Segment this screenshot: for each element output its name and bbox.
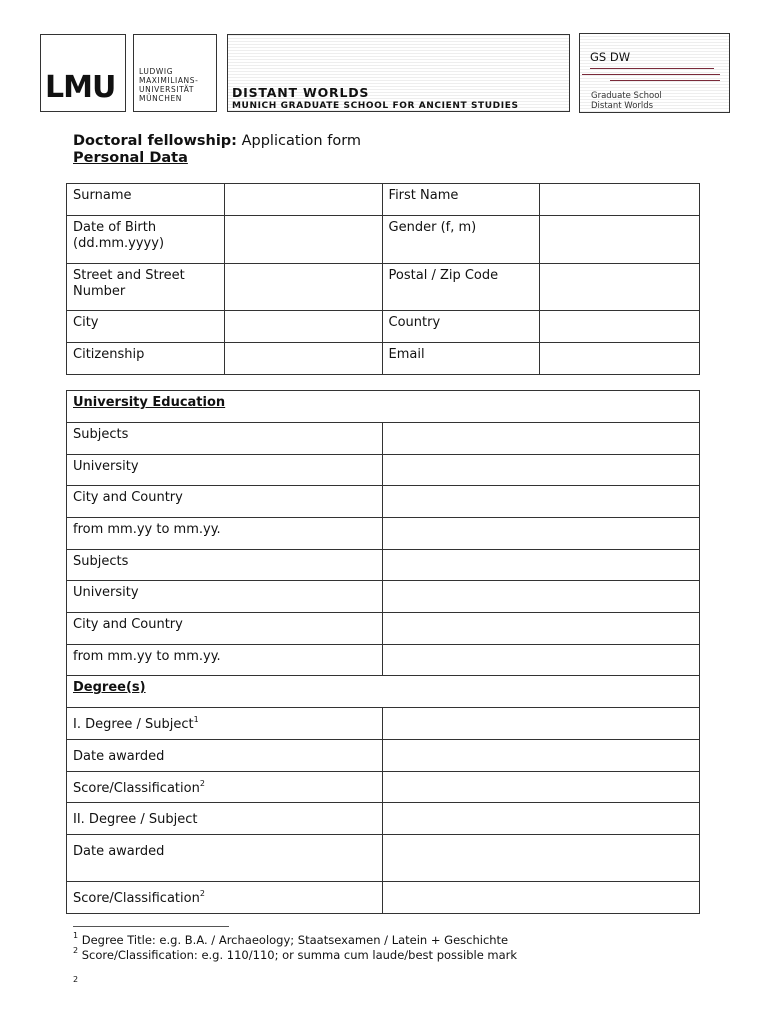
logo-line bbox=[582, 74, 720, 75]
table-row bbox=[67, 835, 700, 882]
gender-field[interactable] bbox=[540, 216, 700, 264]
postal-code-field[interactable] bbox=[540, 264, 700, 311]
country-field[interactable] bbox=[540, 311, 700, 343]
field-label: Subjects bbox=[67, 423, 383, 455]
degree-subject-field[interactable] bbox=[382, 708, 699, 740]
field-label: City and Country bbox=[67, 613, 383, 645]
table-row bbox=[67, 882, 700, 914]
field-label: I. Degree / Subject$^1$ bbox=[67, 708, 383, 740]
email-field[interactable] bbox=[540, 343, 700, 375]
field-label: Citizenship bbox=[67, 343, 225, 375]
field-label: University bbox=[67, 455, 383, 486]
field-label: Date of Birth (dd.mm.yyyy) bbox=[67, 216, 225, 264]
program-subtitle: MUNICH GRADUATE SCHOOL FOR ANCIENT STUDIES bbox=[232, 101, 519, 111]
lmu-logo: LMU bbox=[45, 70, 116, 105]
field-label: from mm.yy to mm.yy. bbox=[67, 518, 383, 550]
table-row bbox=[67, 518, 700, 550]
field-label: First Name bbox=[382, 184, 540, 216]
table-row bbox=[67, 455, 700, 486]
footnote-divider bbox=[73, 926, 229, 927]
field-label: Postal / Zip Code bbox=[382, 264, 540, 311]
table-row bbox=[67, 645, 700, 676]
date-of-birth-field[interactable] bbox=[224, 216, 382, 264]
lmu-logo-box bbox=[40, 34, 126, 112]
field-label: from mm.yy to mm.yy. bbox=[67, 645, 383, 676]
gs-dw-logo-box bbox=[579, 33, 730, 113]
university-field[interactable] bbox=[382, 581, 699, 613]
university-name-box bbox=[133, 34, 217, 112]
street-field[interactable] bbox=[224, 264, 382, 311]
date-awarded-field[interactable] bbox=[382, 835, 699, 882]
field-label: Email bbox=[382, 343, 540, 375]
university-name: LUDWIG MAXIMILIANS- UNIVERSITÄT MÜNCHEN bbox=[139, 67, 199, 103]
field-label: Subjects bbox=[67, 550, 383, 581]
gs-dw-caption-2: Distant Worlds bbox=[591, 101, 654, 111]
table-row bbox=[67, 676, 700, 708]
program-banner bbox=[227, 34, 570, 112]
first-name-field[interactable] bbox=[540, 184, 700, 216]
field-label: Score/Classification$^2$ bbox=[67, 772, 383, 803]
score-field[interactable] bbox=[382, 772, 699, 803]
date-awarded-field[interactable] bbox=[382, 740, 699, 772]
field-label: Score/Classification$^2$ bbox=[67, 882, 383, 914]
city-field[interactable] bbox=[224, 311, 382, 343]
field-label: II. Degree / Subject bbox=[67, 803, 383, 835]
page-number: 2 bbox=[73, 975, 79, 984]
table-row bbox=[67, 581, 700, 613]
field-label: Surname bbox=[67, 184, 225, 216]
field-label: City bbox=[67, 311, 225, 343]
city-country-field[interactable] bbox=[382, 486, 699, 518]
gs-dw-caption-1: Graduate School bbox=[591, 91, 662, 101]
page-title: Doctoral fellowship: Application form bbox=[73, 133, 362, 149]
field-label: Street and Street Number bbox=[67, 264, 225, 311]
program-title: DISTANT WORLDS bbox=[232, 85, 370, 100]
degrees-heading: Degree(s) bbox=[67, 676, 700, 708]
footnote-2: $^2$ Score/Classification: e.g. 110/110; or summa cum laude/best possible mark bbox=[73, 946, 518, 962]
table-row bbox=[67, 391, 700, 423]
table-row bbox=[67, 803, 700, 835]
table-row bbox=[67, 216, 700, 264]
subjects-field[interactable] bbox=[382, 550, 699, 581]
table-row bbox=[67, 708, 700, 740]
field-label: Date awarded bbox=[67, 740, 383, 772]
table-row bbox=[67, 486, 700, 518]
table-row bbox=[67, 343, 700, 375]
logo-line bbox=[610, 80, 720, 81]
footnote-1: $^1$ Degree Title: e.g. B.A. / Archaeology; Staatsexamen / Latein + Geschichte bbox=[73, 931, 509, 947]
section-title-personal-data: Personal Data bbox=[73, 150, 188, 166]
table-row bbox=[67, 264, 700, 311]
field-label: Gender (f, m) bbox=[382, 216, 540, 264]
table-row bbox=[67, 613, 700, 645]
table-row bbox=[67, 311, 700, 343]
section-heading: University Education bbox=[67, 391, 700, 423]
university-education-table bbox=[66, 390, 700, 914]
university-field[interactable] bbox=[382, 455, 699, 486]
table-row bbox=[67, 423, 700, 455]
table-row bbox=[67, 184, 700, 216]
table-row bbox=[67, 772, 700, 803]
field-label: City and Country bbox=[67, 486, 383, 518]
degree-subject-field[interactable] bbox=[382, 803, 699, 835]
table-row bbox=[67, 550, 700, 581]
gs-dw-logo: GS DW bbox=[590, 50, 631, 64]
subjects-field[interactable] bbox=[382, 423, 699, 455]
table-row bbox=[67, 740, 700, 772]
field-label: University bbox=[67, 581, 383, 613]
field-label: Date awarded bbox=[67, 835, 383, 882]
surname-field[interactable] bbox=[224, 184, 382, 216]
field-label: Country bbox=[382, 311, 540, 343]
city-country-field[interactable] bbox=[382, 613, 699, 645]
citizenship-field[interactable] bbox=[224, 343, 382, 375]
period-field[interactable] bbox=[382, 645, 699, 676]
logo-line bbox=[590, 68, 714, 69]
period-field[interactable] bbox=[382, 518, 699, 550]
personal-data-table bbox=[66, 183, 700, 375]
score-field[interactable] bbox=[382, 882, 699, 914]
